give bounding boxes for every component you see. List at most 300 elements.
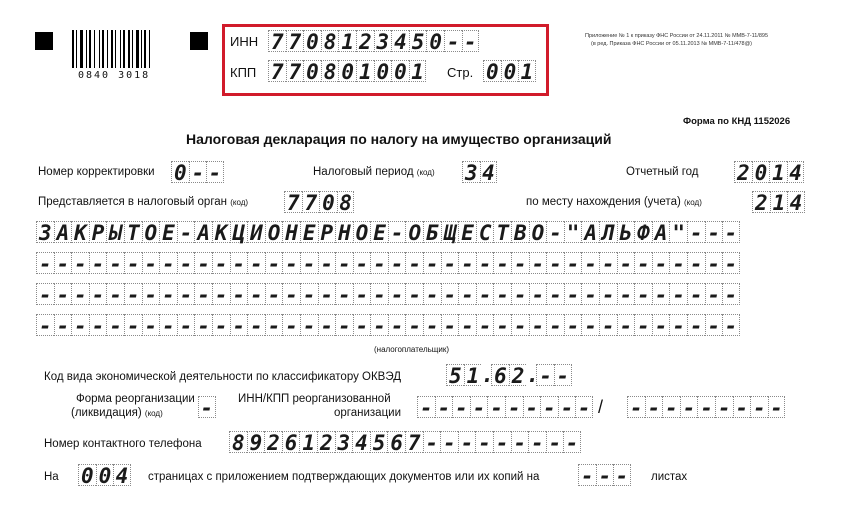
reorg-kpp-field-cell[interactable]: - [662,396,680,418]
kpp-field-cell[interactable]: 0 [374,60,392,82]
barcode-bar [120,30,121,68]
taxpayer-name-row-2-cell[interactable]: - [599,252,617,274]
taxpayer-name-row-2-cell[interactable]: - [652,252,670,274]
report-year-field-cell[interactable]: 2 [734,161,752,183]
inn-field-cell[interactable]: 7 [268,30,286,52]
tax-authority-field-cell[interactable]: 0 [319,191,337,213]
reorg-inn-field-cell[interactable]: - [417,396,435,418]
taxpayer-name-row-1-cell[interactable]: Н [282,221,300,243]
taxpayer-name-row-1-cell[interactable]: Е [458,221,476,243]
pages-count-field-cell[interactable]: 0 [78,464,96,486]
okved-field-cell[interactable]: . [526,363,540,387]
taxpayer-name-row-3-cell[interactable]: - [493,283,511,305]
correction-number-field-cell[interactable]: 0 [171,161,189,183]
taxpayer-name-row-3-cell[interactable]: - [529,283,547,305]
tax-authority-field-cell[interactable]: 7 [302,191,320,213]
barcode-bar [89,30,91,68]
barcode-bar [149,30,150,68]
barcode-bar [107,30,108,68]
barcode-bar [136,30,139,68]
kpp-field-cell[interactable]: 7 [268,60,286,82]
taxpayer-name-row-1-cell[interactable]: " [564,221,582,243]
taxpayer-name-row-1-cell[interactable]: О [142,221,160,243]
taxpayer-name-row-3-cell[interactable]: - [106,283,124,305]
phone-field-cell[interactable]: - [546,431,564,453]
taxpayer-name-row-3[interactable] [36,283,740,305]
taxpayer-name-row-3-cell[interactable]: - [265,283,283,305]
inn-field-cell[interactable]: - [462,30,480,52]
taxpayer-name-row-2-cell[interactable]: - [106,252,124,274]
taxpayer-name-row-4-cell[interactable]: - [124,314,142,336]
taxpayer-name-row-3-cell[interactable]: - [318,283,336,305]
reorg-inn-kpp-label-line1: ИНН/КПП реорганизованной [238,393,391,405]
taxpayer-name-row-2-cell[interactable]: - [335,252,353,274]
taxpayer-name-row-4-cell[interactable]: - [159,314,177,336]
taxpayer-name-row-4-cell[interactable]: - [388,314,406,336]
taxpayer-name-row-3-cell[interactable]: - [142,283,160,305]
taxpayer-name-row-3-cell[interactable]: - [370,283,388,305]
inn-field-cell[interactable]: 1 [338,30,356,52]
taxpayer-name-row-2-cell[interactable]: - [353,252,371,274]
report-year-field-cell[interactable]: 1 [769,161,787,183]
barcode-bar [72,30,74,68]
taxpayer-name-row-1-cell[interactable]: И [247,221,265,243]
taxpayer-name-row-1-cell[interactable]: Е [370,221,388,243]
taxpayer-name-row-3-cell[interactable]: - [282,283,300,305]
kpp-field-cell[interactable]: 7 [286,60,304,82]
taxpayer-name-row-4-cell[interactable]: - [54,314,72,336]
taxpayer-name-row-1-cell[interactable]: Ц [230,221,248,243]
taxpayer-name-row-3-cell[interactable]: - [353,283,371,305]
taxpayer-name-row-1-cell[interactable]: З [36,221,54,243]
taxpayer-name-row-3-cell[interactable]: - [634,283,652,305]
taxpayer-name-row-4-cell[interactable]: - [370,314,388,336]
taxpayer-name-row-3-cell[interactable]: - [458,283,476,305]
phone-field-cell[interactable]: - [563,431,581,453]
location-code-field-cell[interactable]: 2 [752,191,770,213]
kpp-field-cell[interactable]: 0 [391,60,409,82]
reorg-inn-field-cell[interactable]: - [558,396,576,418]
taxpayer-name-row-3-cell[interactable]: - [36,283,54,305]
phone-label: Номер контактного телефона [44,438,202,450]
taxpayer-name-row-4-cell[interactable]: - [458,314,476,336]
taxpayer-name-row-4-cell[interactable]: - [546,314,564,336]
taxpayer-name-row-3-cell[interactable]: - [476,283,494,305]
reorg-form-label-line2 [71,407,163,419]
taxpayer-name-row-3-cell[interactable]: - [335,283,353,305]
correction-number-field-cell[interactable]: - [189,161,207,183]
taxpayer-name-row-3-cell[interactable]: - [194,283,212,305]
taxpayer-name-row-4-cell[interactable]: - [599,314,617,336]
taxpayer-name-row-3-cell[interactable]: - [54,283,72,305]
okved-field[interactable] [446,364,572,386]
taxpayer-name-row-2-cell[interactable]: - [511,252,529,274]
taxpayer-name-row-2-cell[interactable]: - [441,252,459,274]
taxpayer-name-row-2-cell[interactable]: - [529,252,547,274]
phone-field[interactable] [229,431,581,453]
reorg-inn-field-cell[interactable]: - [470,396,488,418]
taxpayer-name-row-4-cell[interactable]: - [177,314,195,336]
reorg-kpp-field-cell[interactable]: - [715,396,733,418]
taxpayer-name-row-4-cell[interactable]: - [265,314,283,336]
barcode-bar [86,30,87,68]
taxpayer-name-row-1-cell[interactable]: - [177,221,195,243]
taxpayer-name-row-1-cell[interactable]: В [511,221,529,243]
form-code: Форма по КНД 1152026 [683,116,791,127]
phone-field-cell[interactable]: - [440,431,458,453]
reorg-inn-field[interactable] [417,396,593,418]
inn-field[interactable] [268,30,479,52]
taxpayer-name-row-3-cell[interactable]: - [564,283,582,305]
taxpayer-name-row-4[interactable] [36,314,740,336]
sheets-count-field-cell[interactable]: - [613,464,631,486]
taxpayer-name-row-1-cell[interactable]: Т [493,221,511,243]
taxpayer-name-row-3-cell[interactable]: - [511,283,529,305]
taxpayer-name-row-4-cell[interactable]: - [511,314,529,336]
taxpayer-name-row-1-cell[interactable]: - [687,221,705,243]
taxpayer-name-row-1-cell[interactable]: - [705,221,723,243]
taxpayer-name-row-2-cell[interactable]: - [476,252,494,274]
taxpayer-name-row-2-cell[interactable]: - [687,252,705,274]
taxpayer-name-row-1-cell[interactable]: О [353,221,371,243]
taxpayer-name-row-4-cell[interactable]: - [617,314,635,336]
phone-field-cell[interactable]: - [511,431,529,453]
barcode-bar [123,30,125,68]
reorg-inn-field-cell[interactable]: - [452,396,470,418]
reorg-kpp-field-cell[interactable]: - [627,396,645,418]
taxpayer-name-row-1-cell[interactable]: А [652,221,670,243]
taxpayer-name-row-3-cell[interactable]: - [423,283,441,305]
phone-field-cell[interactable]: - [475,431,493,453]
page-label: Стр. [447,65,474,80]
reorg-inn-field-cell[interactable]: - [575,396,593,418]
taxpayer-name-row-4-cell[interactable]: - [529,314,547,336]
taxpayer-name-row-2-cell[interactable]: - [423,252,441,274]
reorg-kpp-field-cell[interactable]: - [750,396,768,418]
taxpayer-name-row-1-cell[interactable]: С [476,221,494,243]
taxpayer-name-row-4-cell[interactable]: - [335,314,353,336]
taxpayer-name-row-4-cell[interactable]: - [687,314,705,336]
sheets-count-field[interactable] [578,464,631,486]
taxpayer-name-row-4-cell[interactable]: - [705,314,723,336]
okved-field-cell[interactable]: . [481,363,494,387]
taxpayer-name-row-1-cell[interactable]: - [722,221,740,243]
phone-field-cell[interactable]: 9 [247,431,265,453]
kpp-field-cell[interactable]: 8 [321,60,339,82]
phone-field-cell[interactable]: - [493,431,511,453]
reorg-kpp-field-cell[interactable]: - [697,396,715,418]
taxpayer-name-row-3-cell[interactable]: - [212,283,230,305]
taxpayer-name-row-1-cell[interactable]: - [546,221,564,243]
taxpayer-name-row-2-cell[interactable]: - [493,252,511,274]
inn-field-cell[interactable]: 2 [356,30,374,52]
taxpayer-name-row-2-cell[interactable]: - [36,252,54,274]
taxpayer-name-row-4-cell[interactable]: - [669,314,687,336]
taxpayer-name-row-4-cell[interactable]: - [194,314,212,336]
reorg-kpp-field[interactable] [627,396,785,418]
taxpayer-name-row-2-cell[interactable]: - [370,252,388,274]
taxpayer-name-row-4-cell[interactable]: - [247,314,265,336]
phone-field-cell[interactable]: 2 [264,431,282,453]
reorg-form-field[interactable] [198,396,216,418]
okved-field-cell[interactable]: - [536,364,554,386]
inn-field-cell[interactable]: - [444,30,462,52]
inn-field-cell[interactable]: 7 [286,30,304,52]
taxpayer-name-row-3-cell[interactable]: - [89,283,107,305]
taxpayer-name-row-4-cell[interactable]: - [230,314,248,336]
sheets-count-field-cell[interactable]: - [596,464,614,486]
tax-authority-field[interactable] [284,191,354,213]
reorg-inn-field-cell[interactable]: - [435,396,453,418]
taxpayer-name-row-1-cell[interactable]: Ф [634,221,652,243]
taxpayer-name-row-3-cell[interactable]: - [159,283,177,305]
taxpayer-name-row-1[interactable] [36,221,740,243]
taxpayer-name-row-1-cell[interactable]: Т [124,221,142,243]
taxpayer-name-row-2-cell[interactable]: - [265,252,283,274]
inn-field-cell[interactable]: 5 [409,30,427,52]
reorg-code-label: (код) [144,409,163,418]
phone-field-cell[interactable]: 4 [352,431,370,453]
phone-field-cell[interactable]: 8 [229,431,247,453]
taxpayer-name-row-1-cell[interactable]: Л [599,221,617,243]
taxpayer-name-row-3-cell[interactable]: - [124,283,142,305]
phone-field-cell[interactable]: - [458,431,476,453]
taxpayer-name-row-4-cell[interactable]: - [441,314,459,336]
taxpayer-name-row-1-cell[interactable]: " [669,221,687,243]
tax-period-field-cell[interactable]: 4 [480,161,498,183]
taxpayer-name-row-2-cell[interactable]: - [705,252,723,274]
taxpayer-name-row-1-cell[interactable]: Е [159,221,177,243]
taxpayer-name-row-2-cell[interactable]: - [142,252,160,274]
taxpayer-name-row-3-cell[interactable]: - [405,283,423,305]
taxpayer-name-row-3-cell[interactable]: - [441,283,459,305]
taxpayer-name-row-1-cell[interactable]: - [388,221,406,243]
taxpayer-name-row-4-cell[interactable]: - [423,314,441,336]
taxpayer-name-row-3-cell[interactable]: - [599,283,617,305]
reorg-inn-field-cell[interactable]: - [487,396,505,418]
taxpayer-name-row-1-cell[interactable]: Щ [441,221,459,243]
taxpayer-name-row-2-cell[interactable]: - [247,252,265,274]
correction-label: Номер корректировки [38,166,155,178]
phone-field-cell[interactable]: - [423,431,441,453]
location-code-field-cell[interactable]: 4 [787,191,805,213]
page-number-field-cell[interactable]: 1 [518,60,536,82]
taxpayer-name-row-4-cell[interactable]: - [353,314,371,336]
taxpayer-name-row-2-cell[interactable]: - [617,252,635,274]
kpp-field-cell[interactable]: 0 [303,60,321,82]
taxpayer-name-row-1-cell[interactable]: А [581,221,599,243]
taxpayer-name-row-4-cell[interactable]: - [476,314,494,336]
kpp-field-cell[interactable]: 0 [338,60,356,82]
taxpayer-name-row-1-cell[interactable]: А [54,221,72,243]
taxpayer-name-row-2-cell[interactable]: - [54,252,72,274]
taxpayer-name-row-2-cell[interactable]: - [388,252,406,274]
taxpayer-name-row-1-cell[interactable]: О [265,221,283,243]
taxpayer-name-row-2-cell[interactable]: - [564,252,582,274]
tax-period-field[interactable] [462,161,497,183]
taxpayer-name-row-2-cell[interactable]: - [124,252,142,274]
taxpayer-name-row-4-cell[interactable]: - [89,314,107,336]
taxpayer-name-row-3-cell[interactable]: - [617,283,635,305]
reorg-kpp-field-cell[interactable]: - [645,396,663,418]
annex-note-line1: Приложение № 1 к приказу ФНС России от 24.11.2011 № ММВ-7-11/895 [585,33,769,39]
pages-count-field-cell[interactable]: 0 [96,464,114,486]
taxpayer-name-row-2-cell[interactable]: - [669,252,687,274]
taxpayer-name-row-2-cell[interactable]: - [318,252,336,274]
taxpayer-name-row-1-cell[interactable]: Ы [106,221,124,243]
reorg-inn-field-cell[interactable]: - [523,396,541,418]
phone-field-cell[interactable]: 6 [387,431,405,453]
taxpayer-name-row-1-cell[interactable]: О [405,221,423,243]
location-code-field[interactable] [752,191,805,213]
pages-count-field[interactable] [78,464,131,486]
inn-field-cell[interactable]: 8 [321,30,339,52]
inn-field-cell[interactable]: 4 [391,30,409,52]
taxpayer-name-row-2-cell[interactable]: - [546,252,564,274]
taxpayer-name-row-3-cell[interactable]: - [71,283,89,305]
taxpayer-name-row-1-cell[interactable]: Н [335,221,353,243]
kpp-field[interactable] [268,60,426,82]
phone-field-cell[interactable]: 2 [317,431,335,453]
kpp-field-cell[interactable]: 1 [409,60,427,82]
taxpayer-name-row-4-cell[interactable]: - [106,314,124,336]
taxpayer-name-row-1-cell[interactable]: Р [318,221,336,243]
taxpayer-name-row-2-cell[interactable]: - [634,252,652,274]
report-year-field-cell[interactable]: 4 [787,161,805,183]
phone-field-cell[interactable]: - [528,431,546,453]
barcode-bar [128,30,130,68]
taxpayer-name-row-2-cell[interactable]: - [194,252,212,274]
inn-field-cell[interactable]: 3 [374,30,392,52]
pages-middle-text: страницах с приложением подтверждающих документов или их копий на [148,471,540,483]
taxpayer-name-row-4-cell[interactable]: - [405,314,423,336]
phone-field-cell[interactable]: 7 [405,431,423,453]
document-title: Налоговая декларация по налогу на имущество организаций [186,131,612,147]
taxpayer-name-row-4-cell[interactable]: - [581,314,599,336]
page-number-field[interactable] [483,60,536,82]
taxpayer-name-row-2-cell[interactable]: - [177,252,195,274]
taxpayer-name-row-3-cell[interactable]: - [177,283,195,305]
reorg-kpp-field-cell[interactable]: - [680,396,698,418]
taxpayer-name-row-1-cell[interactable]: Р [89,221,107,243]
taxpayer-name-row-2-cell[interactable]: - [230,252,248,274]
barcode-bar [94,30,95,68]
taxpayer-name-row-3-cell[interactable]: - [722,283,740,305]
taxpayer-name-row-2-cell[interactable]: - [89,252,107,274]
page-number-field-cell[interactable]: 0 [483,60,501,82]
taxpayer-name-row-2-cell[interactable]: - [458,252,476,274]
taxpayer-name-row-1-cell[interactable]: К [212,221,230,243]
taxpayer-name-row-2-cell[interactable]: - [581,252,599,274]
pages-count-field-cell[interactable]: 4 [113,464,131,486]
taxpayer-name-row-3-cell[interactable]: - [581,283,599,305]
taxpayer-name-row-3-cell[interactable]: - [388,283,406,305]
taxpayer-name-row-3-cell[interactable]: - [705,283,723,305]
phone-field-cell[interactable]: 6 [282,431,300,453]
report-year-field[interactable] [734,161,804,183]
taxpayer-name-row-3-cell[interactable]: - [300,283,318,305]
okved-field-cell[interactable]: 1 [464,364,482,386]
taxpayer-name-row-2-cell[interactable]: - [282,252,300,274]
taxpayer-name-row-1-cell[interactable]: О [529,221,547,243]
taxpayer-name-row-4-cell[interactable]: - [212,314,230,336]
taxpayer-name-row-4-cell[interactable]: - [634,314,652,336]
taxpayer-name-row-1-cell[interactable]: К [71,221,89,243]
taxpayer-name-row-4-cell[interactable]: - [36,314,54,336]
location-label [526,196,702,208]
taxpayer-name-row-3-cell[interactable]: - [687,283,705,305]
tax-period-field-cell[interactable]: 3 [462,161,480,183]
tax-authority-label-text: Представляется в налоговый орган [38,196,228,208]
okved-field-cell[interactable]: 5 [446,364,464,386]
kpp-field-cell[interactable]: 1 [356,60,374,82]
taxpayer-name-row-4-cell[interactable]: - [282,314,300,336]
taxpayer-name-row-3-cell[interactable]: - [669,283,687,305]
sheets-count-field-cell[interactable]: - [578,464,596,486]
taxpayer-name-row-2-cell[interactable]: - [212,252,230,274]
tax-authority-field-cell[interactable]: 7 [284,191,302,213]
taxpayer-name-row-4-cell[interactable]: - [142,314,160,336]
taxpayer-name-row-3-cell[interactable]: - [652,283,670,305]
phone-field-cell[interactable]: 5 [370,431,388,453]
reorg-inn-field-cell[interactable]: - [540,396,558,418]
tax-authority-field-cell[interactable]: 8 [337,191,355,213]
taxpayer-name-row-1-cell[interactable]: Ь [617,221,635,243]
taxpayer-name-row-2-cell[interactable]: - [71,252,89,274]
page-number-field-cell[interactable]: 0 [501,60,519,82]
taxpayer-name-row-1-cell[interactable]: Б [423,221,441,243]
inn-field-cell[interactable]: 0 [303,30,321,52]
taxpayer-name-row-2-cell[interactable]: - [300,252,318,274]
kpp-label: КПП [230,65,257,80]
taxpayer-name-row-4-cell[interactable]: - [564,314,582,336]
taxpayer-name-row-4-cell[interactable]: - [652,314,670,336]
reorg-inn-kpp-label-line2: организации [334,407,402,419]
taxpayer-name-row-2-cell[interactable]: - [722,252,740,274]
location-code-field-cell[interactable]: 1 [770,191,788,213]
taxpayer-name-row-1-cell[interactable]: Е [300,221,318,243]
taxpayer-name-row-3-cell[interactable]: - [546,283,564,305]
okved-field-cell[interactable]: 2 [509,364,527,386]
taxpayer-name-row-3-cell[interactable]: - [230,283,248,305]
taxpayer-name-row-4-cell[interactable]: - [300,314,318,336]
reorg-kpp-field-cell[interactable]: - [733,396,751,418]
phone-field-cell[interactable]: 1 [299,431,317,453]
taxpayer-name-row-2-cell[interactable]: - [405,252,423,274]
correction-number-field[interactable] [171,161,224,183]
taxpayer-name-row-4-cell[interactable]: - [71,314,89,336]
okved-field-cell[interactable]: - [554,364,572,386]
taxpayer-name-row-1-cell[interactable]: А [194,221,212,243]
barcode-bar [144,30,146,68]
report-year-field-cell[interactable]: 0 [752,161,770,183]
correction-number-field-cell[interactable]: - [206,161,224,183]
reorg-kpp-field-cell[interactable]: - [768,396,786,418]
reorg-form-field-cell[interactable]: - [198,396,216,418]
tax-authority-label [38,196,248,208]
taxpayer-name-row-4-cell[interactable]: - [318,314,336,336]
barcode-bar [102,30,104,68]
taxpayer-name-row-2[interactable] [36,252,740,274]
taxpayer-name-row-4-cell[interactable]: - [493,314,511,336]
okved-field-cell[interactable]: 6 [491,364,509,386]
taxpayer-name-row-4-cell[interactable]: - [722,314,740,336]
phone-field-cell[interactable]: 3 [335,431,353,453]
taxpayer-name-row-3-cell[interactable]: - [247,283,265,305]
reorg-inn-field-cell[interactable]: - [505,396,523,418]
taxpayer-name-row-2-cell[interactable]: - [159,252,177,274]
inn-field-cell[interactable]: 0 [426,30,444,52]
